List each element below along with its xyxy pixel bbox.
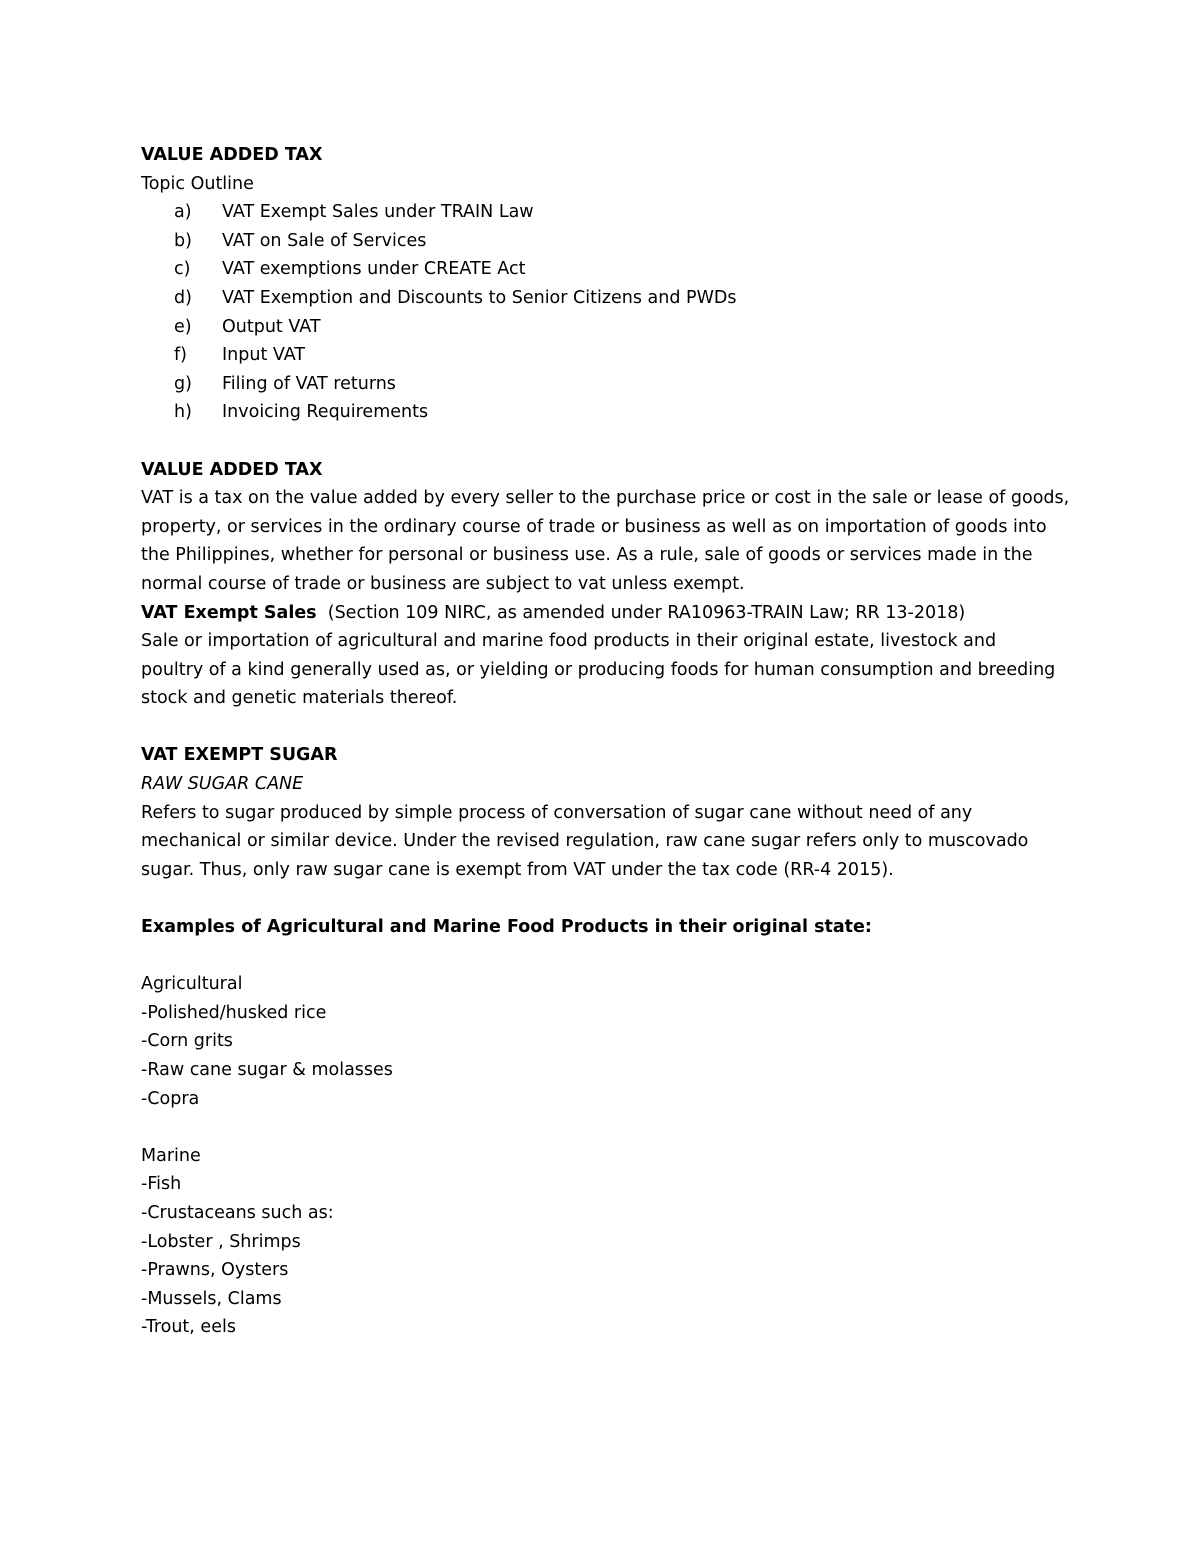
spacer	[141, 1113, 1061, 1142]
paragraph-line: property, or services in the ordinary course of trade or business as well as on importation of goods into	[141, 516, 1047, 537]
paragraph-line: VAT is a tax on the value added by every seller to the purchase price or cost in the sale or lease of goods,	[141, 488, 1070, 509]
section-subheading: Topic Outline	[141, 173, 254, 194]
outline-item-text: Input VAT	[222, 345, 306, 366]
list-item: -Lobster , Shrimps	[141, 1231, 301, 1252]
spacer	[141, 884, 1061, 913]
paragraph-line: Refers to sugar produced by simple process of conversation of sugar cane without need of any	[141, 802, 973, 823]
exempt-sales-title: VAT Exempt Sales	[141, 602, 317, 623]
outline-marker: b)	[174, 230, 192, 251]
outline-item-text: Invoicing Requirements	[222, 402, 429, 423]
outline-item-text: Output VAT	[222, 316, 321, 337]
outline-item-text: VAT Exemption and Discounts to Senior Citizens and PWDs	[222, 287, 737, 308]
exempt-sales-reference: (Section 109 NIRC, as amended under RA10963-TRAIN Law; RR 13-2018)	[327, 602, 966, 623]
outline-item	[141, 313, 1061, 342]
document-page	[141, 141, 1070, 1342]
list-item: -Copra	[141, 1088, 200, 1109]
section-heading: VALUE ADDED TAX	[141, 459, 323, 480]
section-heading: Examples of Agricultural and Marine Food Products in their original state:	[141, 917, 872, 938]
list-item: -Fish	[141, 1174, 182, 1195]
outline-item	[141, 255, 1061, 284]
list-item: -Raw cane sugar & molasses	[141, 1060, 393, 1080]
paragraph-line: normal course of trade or business are subject to vat unless exempt.	[141, 573, 745, 594]
agricultural-list	[141, 999, 1061, 1113]
vat-definition-section	[141, 456, 1070, 713]
outline-item	[141, 284, 1061, 313]
outline-item	[141, 398, 1061, 427]
section-heading: VALUE ADDED TAX	[141, 145, 323, 165]
outline-item	[141, 227, 1061, 256]
outline-item	[141, 198, 1061, 227]
paragraph-line: sugar. Thus, only raw sugar cane is exempt from VAT under the tax code (RR-4 2015).	[141, 859, 894, 880]
topic-outline-section	[141, 141, 1061, 427]
spacer	[141, 427, 1061, 456]
vat-exempt-sugar-section	[141, 741, 1061, 884]
outline-marker: a)	[174, 202, 192, 223]
outline-item-text: VAT exemptions under CREATE Act	[222, 259, 526, 280]
outline-marker: h)	[174, 402, 192, 423]
agricultural-title: Agricultural	[141, 974, 243, 995]
paragraph-line: Sale or importation of agricultural and marine food products in their original estate, livestock and	[141, 631, 997, 652]
outline-marker: c)	[174, 259, 191, 280]
section-subheading: RAW SUGAR CANE	[141, 774, 304, 795]
list-item: -Trout, eels	[141, 1317, 236, 1338]
section-heading: VAT EXEMPT SUGAR	[141, 745, 338, 766]
outline-item-text: Filing of VAT returns	[222, 373, 396, 394]
topic-outline-list	[141, 198, 1061, 427]
spacer	[141, 942, 1061, 971]
paragraph-line: poultry of a kind generally used as, or yielding or producing foods for human consumption and breeding	[141, 659, 1056, 680]
outline-item-text: VAT Exempt Sales under TRAIN Law	[222, 202, 534, 223]
list-item: -Corn grits	[141, 1031, 233, 1052]
list-item: -Mussels, Clams	[141, 1288, 282, 1309]
list-item: -Prawns, Oysters	[141, 1260, 289, 1281]
marine-title: Marine	[141, 1145, 201, 1166]
paragraph-line: the Philippines, whether for personal or business use. As a rule, sale of goods or services made in the	[141, 545, 1033, 566]
outline-marker: f)	[174, 345, 187, 366]
examples-section	[141, 913, 1061, 1342]
marine-list	[141, 1170, 1061, 1342]
outline-marker: g)	[174, 373, 192, 394]
paragraph-line: stock and genetic materials thereof.	[141, 688, 458, 709]
outline-marker: e)	[174, 316, 192, 337]
outline-marker: d)	[174, 287, 192, 308]
outline-item	[141, 370, 1061, 399]
list-item: -Crustaceans such as:	[141, 1202, 334, 1223]
paragraph-line: mechanical or similar device. Under the revised regulation, raw cane sugar refers only to muscovado	[141, 831, 1029, 852]
list-item: -Polished/husked rice	[141, 1002, 327, 1023]
outline-item-text: VAT on Sale of Services	[222, 230, 427, 251]
spacer	[141, 713, 1061, 742]
outline-item	[141, 341, 1061, 370]
exempt-sales-heading	[141, 599, 1061, 628]
